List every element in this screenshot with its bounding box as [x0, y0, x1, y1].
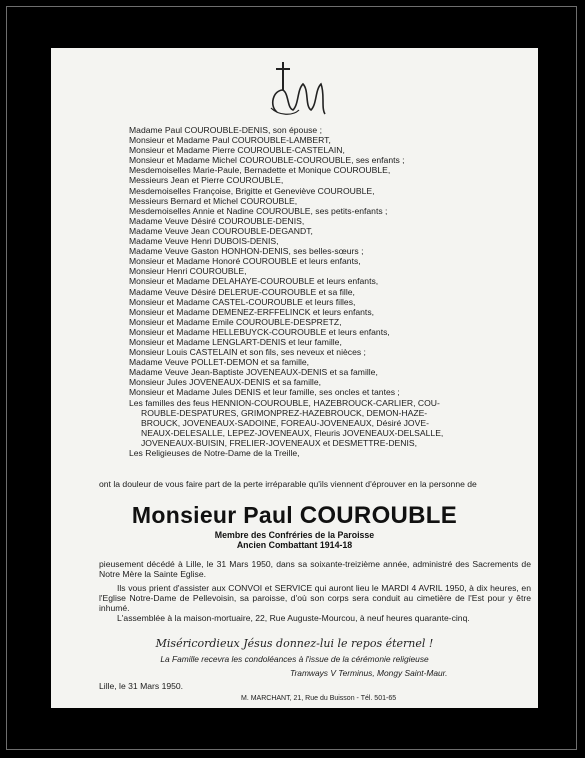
family-line: Madame Veuve Désiré DELERUE-COUROUBLE et sa fille, [129, 286, 355, 297]
family-line: Monsieur et Madame Honoré COUROUBLE et leurs enfants, [129, 256, 361, 267]
family-line: Monsieur et Madame LENGLART-DENIS et leur famille, [129, 336, 342, 347]
families-paragraph-line: NEAUX-DELESALLE, LEPEZ-JOVENEAUX, Fleuris JOVENEAUX-DELSALLE, [141, 427, 444, 438]
family-line: Messieurs Bernard et Michel COUROUBLE, [129, 195, 298, 206]
service-paragraph: Ils vous prient d'assister aux CONVOI et SERVICE qui auront lieu le MARDI 4 AVRIL 1950, à dix heures, en l'Eglise Notre-Dame de Pellevoisin, sa paroisse, d'où son corps sera conduit au cimetière de l'Est pour y être inhumé. [99, 583, 531, 614]
place-date: Lille, le 31 Mars 1950. [99, 681, 184, 691]
subtitle-combattant: Ancien Combattant 1914-18 [236, 540, 353, 550]
printer-line: M. MARCHANT, 21, Rue du Buisson - Tél. 501-65 [241, 695, 397, 702]
death-paragraph: pieusement décédé à Lille, le 31 Mars 1950, dans sa soixante-treizième année, administré des Sacrements de Notre Mère la Sainte Eglise. [99, 559, 531, 580]
family-line: Monsieur et Madame CASTEL-COUROUBLE et leurs filles, [129, 296, 356, 307]
assembly-paragraph: L'assemblée à la maison-mortuaire, 22, Rue Auguste-Mourcou, à neuf heures quarante-cinq. [117, 613, 470, 623]
family-line: Madame Veuve Jean-Baptiste JOVENEAUX-DENIS et sa famille, [129, 367, 378, 378]
family-line: Monsieur et Madame DELAHAYE-COUROUBLE et leurs enfants, [129, 276, 379, 287]
families-paragraph-line: BROUCK, JOVENEAUX-SADOINE, FOREAU-JOVENEAUX, Désiré JOVE- [141, 417, 429, 428]
deceased-first-name: Monsieur Paul [131, 502, 293, 528]
family-line: Madame Veuve Désiré COUROUBLE-DENIS, [129, 215, 305, 226]
family-line: Monsieur et Madame Michel COUROUBLE-COUROUBLE, ses enfants ; [129, 155, 405, 166]
family-line: Madame Veuve Henri DUBOIS-DENIS, [129, 236, 279, 247]
deceased-name [51, 502, 538, 530]
family-line: Monsieur et Madame Emile COUROUBLE-DESPRETZ, [129, 316, 342, 327]
family-line: Madame Veuve Gaston HONHON-DENIS, ses belles-sœurs ; [129, 246, 364, 257]
families-paragraph-line: Les Religieuses de Notre-Dame de la Treille, [129, 448, 300, 458]
family-line: Monsieur et Madame Paul COUROUBLE-LAMBERT, [129, 135, 331, 146]
family-line: Madame Veuve Jean COUROUBLE-DEGANDT, [129, 225, 313, 236]
funeral-notice-sheet [51, 48, 538, 708]
family-line: Madame Paul COUROUBLE-DENIS, son épouse ; [129, 125, 322, 135]
deceased-surname: COUROUBLE [299, 502, 458, 529]
families-paragraph [129, 398, 529, 459]
announcement-text: ont la douleur de vous faire part de la perte irréparable qu'ils viennent d'éprouver en la personne de [99, 479, 477, 489]
family-line: Mesdemoiselles Marie-Paule, Bernadette et Monique COUROUBLE, [129, 165, 391, 176]
condolences-line: La Famille recevra les condoléances à l'issue de la cérémonie religieuse [160, 654, 429, 664]
family-line: Mesdemoiselles Françoise, Brigitte et Geneviève COUROUBLE, [129, 185, 375, 196]
family-line: Monsieur Louis CASTELAIN et son fils, ses neveux et nièces ; [129, 347, 366, 358]
family-line: Monsieur et Madame HELLEBUYCK-COUROUBLE et leurs enfants, [129, 326, 390, 337]
family-line: Monsieur et Madame DEMENEZ-ERFFELINCK et leurs enfants, [129, 306, 375, 317]
families-paragraph-line: Les familles des feus HENNION-COUROUBLE, HAZEBROUCK-CARLIER, COU- [129, 397, 440, 408]
subtitle-confreries: Membre des Confréries de la Paroisse [214, 530, 375, 540]
family-line: Monsieur Jules JOVENEAUX-DENIS et sa famille, [129, 377, 321, 388]
family-line: Monsieur et Madame Pierre COUROUBLE-CASTELAIN, [129, 145, 345, 156]
family-line: Monsieur et Madame Jules DENIS et leur famille, ses oncles et tantes ; [129, 387, 400, 398]
family-list [129, 125, 529, 458]
cross-monogram-icon [259, 60, 331, 120]
family-line: Madame Veuve POLLET-DEMON et sa famille, [129, 357, 310, 368]
prayer-line: Miséricordieux Jésus donnez-lui le repos éternel ! [155, 637, 434, 650]
families-paragraph-line: ROUBLE-DESPATURES, GRIMONPREZ-HAZEBROUCK, DEMON-HAZE- [141, 407, 428, 418]
family-line: Monsieur Henri COUROUBLE, [129, 266, 247, 277]
tramways-line: Tramways V Terminus, Mongy Saint-Maur. [290, 668, 448, 678]
family-line: Messieurs Jean et Pierre COUROUBLE, [129, 175, 284, 186]
families-paragraph-line: JOVENEAUX-BUISIN, FRELIER-JOVENEAUX et DESMETTRE-DENIS, [141, 437, 418, 448]
family-line: Mesdemoiselles Annie et Nadine COUROUBLE, ses petits-enfants ; [129, 205, 388, 216]
